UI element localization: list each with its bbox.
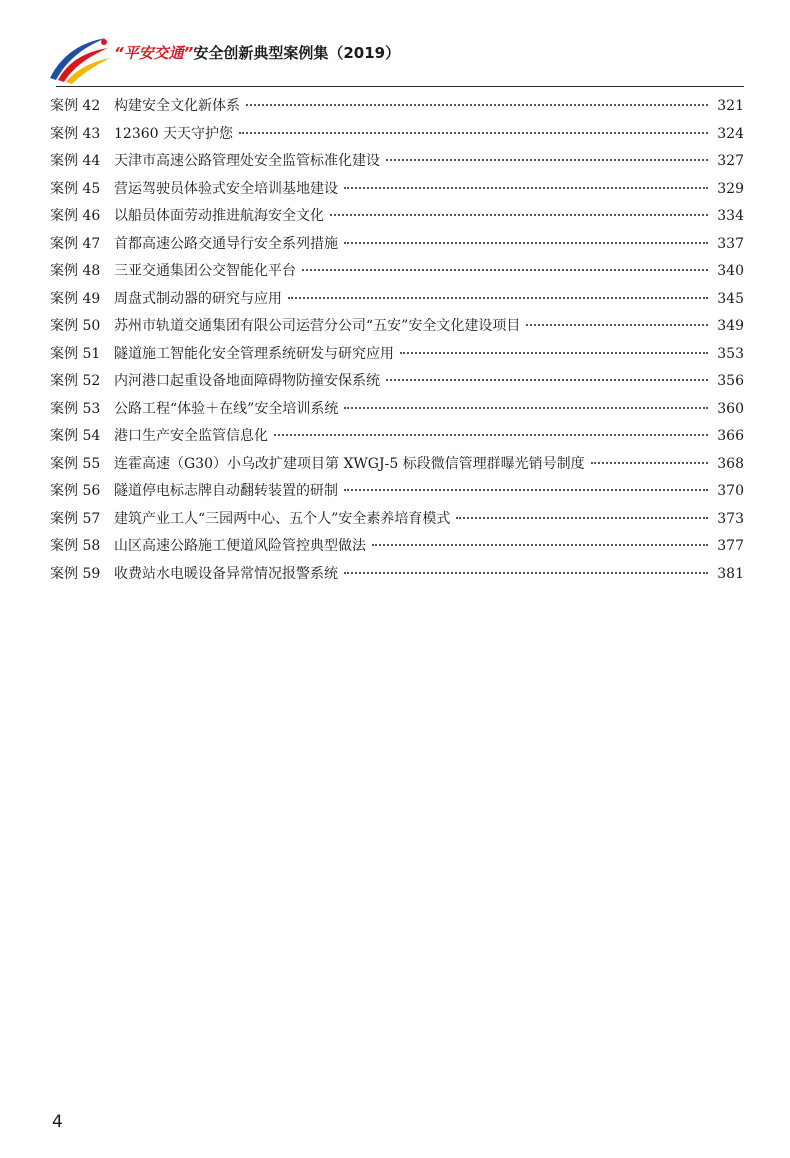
toc-dot-leader — [372, 544, 708, 546]
toc-page-number: 360 — [717, 400, 744, 417]
toc-page-number: 377 — [717, 538, 744, 554]
toc-case-number: 案例 51 — [50, 345, 101, 362]
toc-case-number: 案例 47 — [50, 235, 101, 252]
toc-dot-leader — [288, 297, 708, 299]
toc-case-number: 案例 43 — [50, 125, 101, 142]
toc-dot-leader — [344, 489, 708, 491]
header-title-rest: 安全创新典型案例集（2019） — [193, 44, 401, 62]
toc-page-number: 366 — [717, 428, 744, 444]
toc-case-title: 首都高速公路交通导行安全系列措施 — [114, 235, 338, 252]
toc-case-number: 案例 57 — [50, 510, 101, 527]
toc-case-title: 以船员体面劳动推进航海安全文化 — [114, 208, 324, 224]
toc-page-number: 356 — [717, 373, 744, 389]
toc-case-title: 隧道停电标志牌自动翻转装置的研制 — [114, 483, 338, 499]
toc-entry — [50, 509, 744, 537]
header-divider — [56, 86, 744, 87]
toc-entry — [50, 179, 744, 207]
toc-dot-leader — [400, 352, 708, 354]
book-logo — [44, 30, 114, 86]
header-title — [114, 42, 400, 63]
toc-page-number: 368 — [717, 455, 744, 472]
toc-dot-leader — [344, 242, 708, 244]
toc-case-title: 12360 天天守护您 — [114, 125, 233, 142]
toc-page-number: 370 — [717, 483, 744, 499]
toc-dot-leader — [274, 434, 708, 436]
toc-case-number: 案例 45 — [50, 180, 101, 197]
toc-case-title: 周盘式制动器的研究与应用 — [114, 290, 282, 307]
toc-entry — [50, 454, 744, 482]
toc-entry — [50, 151, 744, 179]
toc-case-title: 天津市高速公路管理处安全监管标准化建设 — [114, 153, 380, 169]
toc-case-title: 苏州市轨道交通集团有限公司运营分公司“五安”安全文化建设项目 — [114, 318, 521, 334]
toc-case-number: 案例 56 — [50, 483, 101, 499]
toc-entry — [50, 536, 744, 564]
toc-case-number: 案例 48 — [50, 263, 101, 279]
toc-dot-leader — [386, 159, 708, 161]
toc-case-number: 案例 54 — [50, 428, 101, 444]
toc-entry — [50, 371, 744, 399]
table-of-contents — [50, 96, 744, 591]
toc-entry — [50, 399, 744, 427]
toc-case-number: 案例 44 — [50, 153, 101, 169]
toc-dot-leader — [302, 269, 708, 271]
toc-dot-leader — [456, 517, 708, 519]
toc-case-number: 案例 49 — [50, 290, 101, 307]
toc-dot-leader — [526, 324, 708, 326]
toc-entry — [50, 261, 744, 289]
toc-dot-leader — [344, 187, 708, 189]
toc-page-number: 324 — [717, 125, 744, 142]
header-brand: “平安交通” — [114, 44, 194, 62]
toc-case-number: 案例 58 — [50, 538, 101, 554]
toc-case-number: 案例 53 — [50, 400, 101, 417]
toc-case-number: 案例 46 — [50, 208, 101, 224]
toc-page-number: 327 — [717, 153, 744, 169]
toc-case-number: 案例 52 — [50, 373, 101, 389]
toc-page-number: 353 — [717, 345, 744, 362]
toc-case-title: 建筑产业工人“三园两中心、五个人”安全素养培育模式 — [114, 510, 451, 527]
toc-dot-leader — [591, 462, 708, 464]
toc-case-number: 案例 42 — [50, 98, 101, 114]
toc-case-title: 隧道施工智能化安全管理系统研发与研究应用 — [114, 345, 394, 362]
toc-case-title: 连霍高速（G30）小乌改扩建项目第 XWGJ-5 标段微信管理群曝光销号制度 — [114, 455, 585, 472]
toc-case-title: 公路工程“体验＋在线”安全培训系统 — [114, 400, 339, 417]
toc-page-number: 334 — [717, 208, 744, 224]
toc-page-number: 340 — [717, 263, 744, 279]
toc-entry — [50, 344, 744, 372]
toc-page-number: 321 — [717, 98, 744, 114]
toc-dot-leader — [344, 572, 708, 574]
toc-dot-leader — [239, 132, 708, 134]
toc-page-number: 337 — [717, 235, 744, 252]
toc-page-number: 329 — [717, 180, 744, 197]
toc-entry — [50, 481, 744, 509]
toc-entry — [50, 289, 744, 317]
toc-case-title: 三亚交通集团公交智能化平台 — [114, 263, 296, 279]
toc-dot-leader — [386, 379, 708, 381]
toc-entry — [50, 316, 744, 344]
toc-entry — [50, 124, 744, 152]
toc-case-title: 构建安全文化新体系 — [114, 98, 240, 114]
toc-dot-leader — [246, 104, 708, 106]
toc-page-number: 349 — [717, 318, 744, 334]
toc-case-title: 山区高速公路施工便道风险管控典型做法 — [114, 538, 366, 554]
toc-case-title: 港口生产安全监管信息化 — [114, 428, 268, 444]
toc-case-number: 案例 50 — [50, 318, 101, 334]
toc-case-number: 案例 59 — [50, 565, 101, 582]
toc-entry — [50, 234, 744, 262]
running-header — [44, 30, 764, 86]
page-number: 4 — [52, 1112, 63, 1132]
toc-entry — [50, 96, 744, 124]
toc-page-number: 381 — [717, 565, 744, 582]
toc-case-title: 内河港口起重设备地面障碍物防撞安保系统 — [114, 373, 380, 389]
toc-case-title: 营运驾驶员体验式安全培训基地建设 — [114, 180, 338, 197]
toc-page-number: 345 — [717, 290, 744, 307]
toc-dot-leader — [344, 407, 708, 409]
toc-dot-leader — [330, 214, 708, 216]
toc-case-title: 收费站水电暖设备异常情况报警系统 — [114, 565, 338, 582]
toc-entry — [50, 206, 744, 234]
toc-entry — [50, 564, 744, 592]
toc-page-number: 373 — [717, 510, 744, 527]
toc-entry — [50, 426, 744, 454]
toc-case-number: 案例 55 — [50, 455, 101, 472]
